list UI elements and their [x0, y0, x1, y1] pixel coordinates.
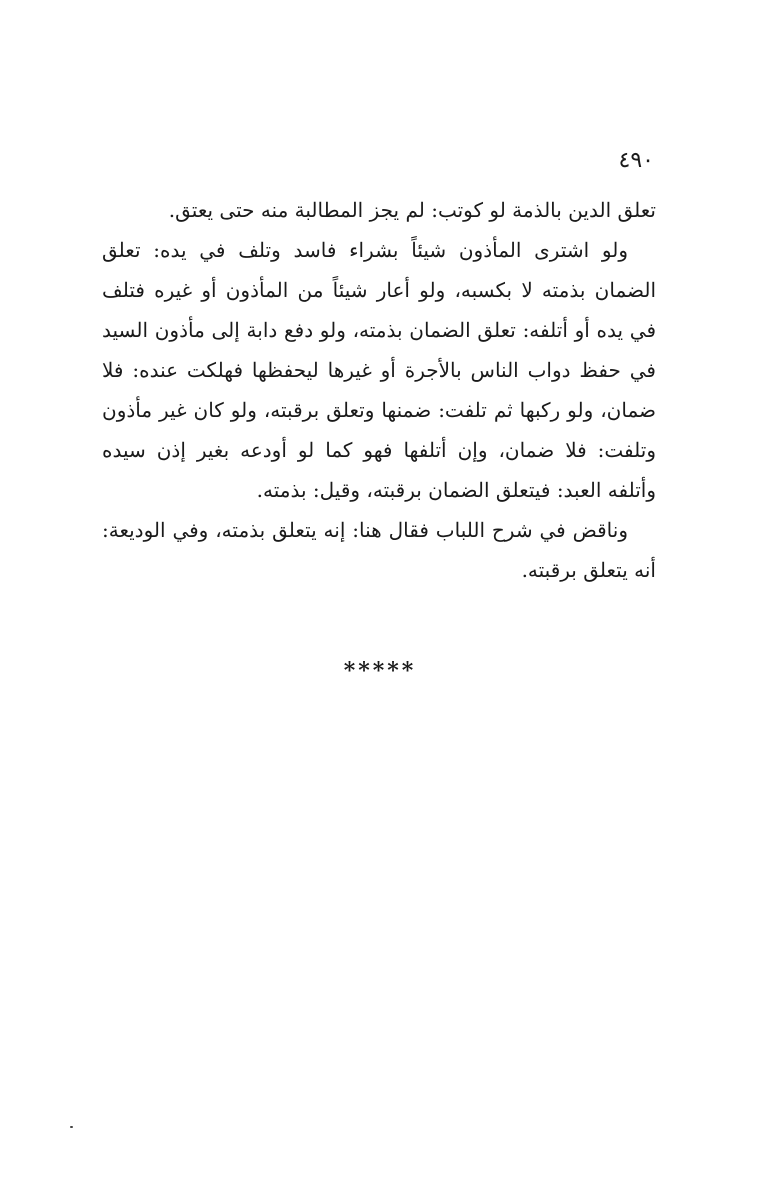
paragraph-2: ولو اشترى المأذون شيئاً بشراء فاسد وتلف في يده: تعلق الضمان بذمته لا بكسبه، ولو أعار شيئاً من المأذون أو غيره فتلف في يده أو أتلفه: تعلق الضمان بذمته، ولو دفع دابة إلى مأذون السيد في حفظ دواب الناس بالأجرة أو غيرها ليحفظها فهلكت عنده: فلا ضمان، ولو ركبها ثم تلفت: ضمنها وتعلق برقبته، ولو كان غير مأذون وتلفت: فلا ضمان، وإن أتلفها فهو كما لو أودعه بغير إذن سيده وأتلفه العبد: فيتعلق الضمان برقبته، وقيل: بذمته. — [102, 238, 656, 502]
section-separator: ***** — [343, 658, 417, 684]
paragraph-1: تعلق الدين بالذمة لو كوتب: لم يجز المطالبة منه حتى يعتق. — [168, 198, 656, 222]
paragraph-3: وناقض في شرح اللباب فقال هنا: إنه يتعلق بذمته، وفي الوديعة: أنه يتعلق برقبته. — [102, 518, 656, 582]
body-text — [102, 190, 656, 590]
scan-speck — [70, 1126, 73, 1128]
page-number: ٤٩٠ — [618, 148, 654, 173]
